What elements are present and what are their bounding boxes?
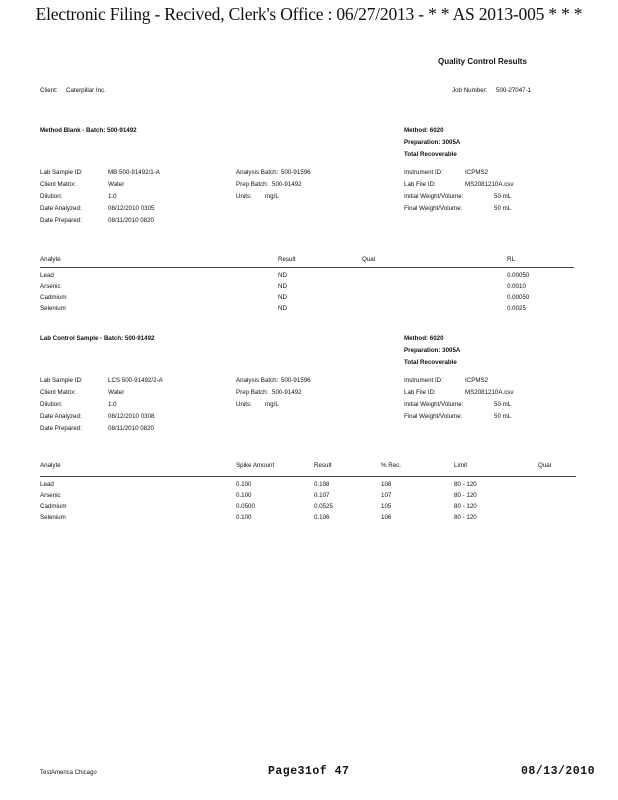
lcs-prep: Preparation: 3005A xyxy=(404,347,461,354)
lcs-cell-rec: 108 xyxy=(381,481,392,488)
lcs-field-label: Date Analyzed: xyxy=(40,413,82,420)
mb-field-label: Instrument ID: xyxy=(404,169,443,176)
method-blank-title: Method Blank - Batch: 500-91492 xyxy=(40,127,137,134)
mb-col-header-result: Result xyxy=(278,256,296,263)
lcs-field-value: 50 mL xyxy=(494,413,512,420)
mb-field-label: Date Prepared: xyxy=(40,217,82,224)
lcs-cell-analyte: Selenium xyxy=(40,514,66,521)
mb-cell-analyte: Selenium xyxy=(40,305,66,312)
lcs-field-label: Lab File ID: xyxy=(404,389,436,396)
mb-field-label: Initial Weight/Volume: xyxy=(404,193,464,200)
lcs-col-header-analyte: Analyte xyxy=(40,462,61,469)
mb-field-value: 50 mL xyxy=(494,205,512,212)
lcs-cell-result: 0.108 xyxy=(314,481,330,488)
lcs-field-label: Client Matrix: xyxy=(40,389,77,396)
mb-cell-result: ND xyxy=(278,294,287,301)
lcs-cell-analyte: Cadmium xyxy=(40,503,67,510)
client-label: Client: xyxy=(40,87,58,94)
lcs-cell-analyte: Lead xyxy=(40,481,54,488)
lcs-title: Lab Control Sample - Batch: 500-91492 xyxy=(40,335,155,342)
job-number-value: 500-27047-1 xyxy=(496,87,532,94)
lcs-col-header-rec: % Rec. xyxy=(381,462,401,469)
lcs-field-label: Units: xyxy=(236,401,252,408)
mb-field-value: MS2081210A.csv xyxy=(465,181,514,188)
lcs-cell-limit: 80 - 120 xyxy=(454,492,477,499)
lcs-field-label: Lab Sample ID: xyxy=(40,377,83,384)
mb-cell-result: ND xyxy=(278,305,287,312)
lcs-cell-spike: 0.100 xyxy=(236,492,252,499)
mb-col-header-analyte: Analyte xyxy=(40,256,61,263)
lcs-field-value: LCS 500-91492/2-A xyxy=(108,377,163,384)
mb-cell-analyte: Arsenic xyxy=(40,283,61,290)
lcs-col-header-limit: Limit xyxy=(454,462,468,469)
lcs-field-value: 500-91492 xyxy=(272,389,302,396)
mb-table-rule xyxy=(40,267,574,268)
lcs-field-value: MS2081210A.csv xyxy=(465,389,514,396)
mb-cell-result: ND xyxy=(278,272,287,279)
lcs-cell-spike: 0.100 xyxy=(236,481,252,488)
mb-field-value: 500-91492 xyxy=(272,181,302,188)
mb-field-value: 1.0 xyxy=(108,193,117,200)
lcs-table-rule xyxy=(40,476,576,477)
mb-field-label: Date Analyzed: xyxy=(40,205,82,212)
mb-cell-rl: 0.00050 xyxy=(507,272,530,279)
lcs-method: Method: 6020 xyxy=(404,335,444,342)
method-blank-prep: Preparation: 3005A xyxy=(404,139,461,146)
mb-field-value: 08/12/2010 0305 xyxy=(108,205,155,212)
lcs-cell-rec: 106 xyxy=(381,514,392,521)
lcs-field-value: ICPMS2 xyxy=(465,377,489,384)
lcs-cell-limit: 80 - 120 xyxy=(454,481,477,488)
mb-field-label: Dilution: xyxy=(40,193,63,200)
lcs-field-value: 1.0 xyxy=(108,401,117,408)
method-blank-recoverable: Total Recoverable xyxy=(404,151,457,158)
mb-field-label: Analysis Batch: xyxy=(236,169,279,176)
lcs-cell-spike: 0.100 xyxy=(236,514,252,521)
lcs-cell-spike: 0.0500 xyxy=(236,503,255,510)
mb-field-label: Units: xyxy=(236,193,252,200)
lcs-cell-result: 0.107 xyxy=(314,492,330,499)
lcs-col-header-qual: Qual xyxy=(538,462,552,469)
lcs-field-label: Dilution: xyxy=(40,401,63,408)
mb-cell-rl: 0.00050 xyxy=(507,294,530,301)
lcs-cell-result: 0.0525 xyxy=(314,503,333,510)
lcs-cell-result: 0.106 xyxy=(314,514,330,521)
lcs-col-header-result: Result xyxy=(314,462,332,469)
mb-field-label: Prep Batch: xyxy=(236,181,269,188)
mb-col-header-rl: RL xyxy=(507,256,515,263)
mb-field-value: MB 500-91492/1-A xyxy=(108,169,160,176)
lcs-cell-analyte: Arsenic xyxy=(40,492,61,499)
lcs-recoverable: Total Recoverable xyxy=(404,359,457,366)
mb-field-label: Final Weight/Volume: xyxy=(404,205,463,212)
footer-page-number: Page31of 47 xyxy=(268,765,350,778)
lcs-cell-rec: 107 xyxy=(381,492,392,499)
mb-field-label: Lab Sample ID: xyxy=(40,169,83,176)
mb-field-value: 08/11/2010 0820 xyxy=(108,217,154,224)
lcs-field-label: Date Prepared: xyxy=(40,425,82,432)
lcs-field-value: 08/12/2010 0308 xyxy=(108,413,155,420)
mb-field-label: Lab File ID: xyxy=(404,181,436,188)
mb-field-value: ICPMS2 xyxy=(465,169,489,176)
job-number-label: Job Number: xyxy=(452,87,488,94)
mb-field-value: mg/L xyxy=(265,193,279,200)
mb-field-value: 500-91596 xyxy=(281,169,311,176)
lcs-field-value: 50 mL xyxy=(494,401,512,408)
method-blank-method: Method: 6020 xyxy=(404,127,444,134)
filing-banner: Electronic Filing - Recived, Clerk's Office : 06/27/2013 - * * AS 2013-005 * * * xyxy=(35,4,583,24)
mb-cell-rl: 0.0025 xyxy=(507,305,526,312)
lcs-cell-limit: 80 - 120 xyxy=(454,503,477,510)
lcs-field-value: 08/11/2010 0820 xyxy=(108,425,154,432)
mb-field-value: 50 mL xyxy=(494,193,512,200)
lcs-field-label: Analysis Batch: xyxy=(236,377,279,384)
mb-cell-result: ND xyxy=(278,283,287,290)
lcs-field-value: 500-91596 xyxy=(281,377,311,384)
lcs-field-label: Final Weight/Volume: xyxy=(404,413,463,420)
lcs-field-value: Water xyxy=(108,389,125,396)
footer-date: 08/13/2010 xyxy=(521,765,596,778)
mb-cell-rl: 0.0010 xyxy=(507,283,526,290)
mb-col-header-qual: Qual xyxy=(362,256,376,263)
client-value: Caterpillar Inc. xyxy=(66,87,106,94)
lcs-field-value: mg/L xyxy=(265,401,279,408)
lcs-field-label: Initial Weight/Volume: xyxy=(404,401,464,408)
lcs-field-label: Prep Batch: xyxy=(236,389,269,396)
lcs-col-header-spike: Spike Amount xyxy=(236,462,275,469)
mb-cell-analyte: Lead xyxy=(40,272,54,279)
mb-cell-analyte: Cadmium xyxy=(40,294,67,301)
report-title: Quality Control Results xyxy=(438,57,527,66)
lcs-cell-rec: 105 xyxy=(381,503,392,510)
mb-field-value: Water xyxy=(108,181,125,188)
footer-lab-name: TestAmerica Chicago xyxy=(40,770,97,776)
lcs-field-label: Instrument ID: xyxy=(404,377,443,384)
lcs-cell-limit: 80 - 120 xyxy=(454,514,477,521)
mb-field-label: Client Matrix: xyxy=(40,181,77,188)
